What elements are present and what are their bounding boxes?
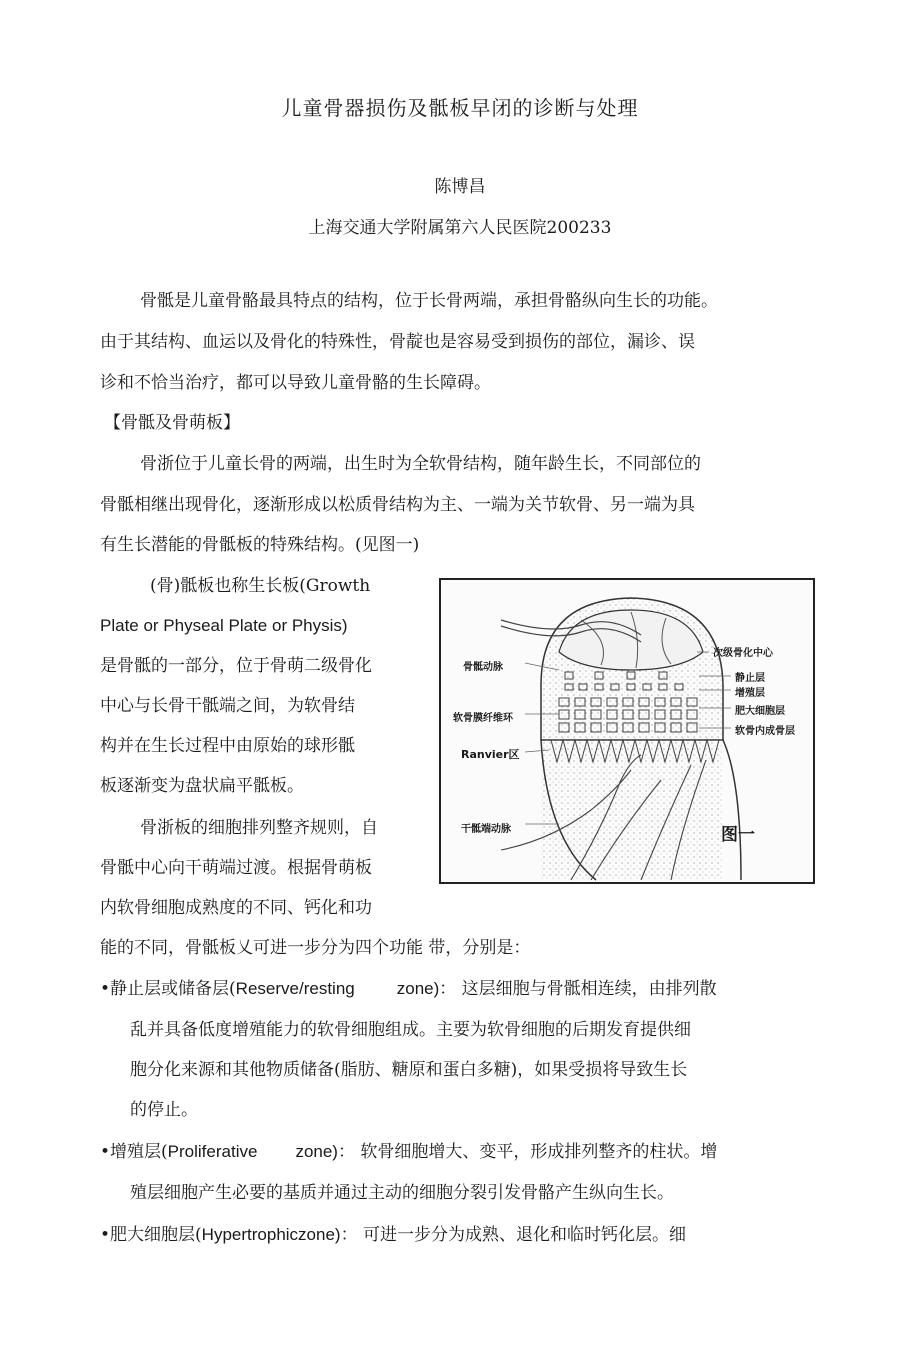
figure-label: 次级骨化中心 [713, 648, 773, 659]
paragraph-line: 板逐渐变为盘状扁平骶板。 [100, 776, 304, 796]
section-heading: 【骨骶及骨萌板】 [104, 413, 240, 433]
affiliation: 上海交通大学附属第六人民医院200233 [308, 218, 612, 238]
intro-line: 由于其结构、血运以及骨化的特殊性，骨靛也是容易受到损伤的部位，漏诊、误 [100, 332, 695, 352]
bullet-item: •肥大细胞层(Hypertrophiczone)： 可进一步分为成熟、退化和临时钙化层。细 [100, 1225, 686, 1245]
bullet-item: •静止层或储备层(Reserve/resting zone)： 这层细胞与骨骶相连续，由排列散 [100, 979, 717, 999]
figure-label: 增殖层 [735, 688, 765, 699]
paragraph-line: 中心与长骨干骶端之间，为软骨结 [100, 696, 355, 716]
paragraph-line: 内软骨细胞成熟度的不同、钙化和功 [100, 898, 372, 918]
figure-label: 干骶端动脉 [461, 824, 511, 835]
figure-growth-plate-diagram [439, 578, 815, 884]
page-title: 儿童骨器损伤及骶板早闭的诊断与处理 [281, 96, 639, 120]
paragraph-line: Plate or Physeal Plate or Physis) [100, 616, 348, 635]
bullet-continuation: 的停止。 [130, 1100, 198, 1120]
paragraph-line: 骨浙板的细胞排列整齐规则，自 [140, 818, 378, 838]
intro-line: 骨骶是儿童骨骼最具特点的结构，位于长骨两端，承担骨骼纵向生长的功能。 [140, 291, 718, 311]
paragraph-line: 骨浙位于儿童长骨的两端，出生时为全软骨结构，随年龄生长，不同部位的 [140, 454, 701, 474]
intro-line: 诊和不恰当治疗，都可以导致儿童骨骼的生长障碍。 [100, 373, 491, 393]
author: 陈博昌 [434, 177, 486, 197]
bullet-continuation: 胞分化来源和其他物质储备(脂肪、糖原和蛋白多糖)，如果受损将导致生长 [130, 1060, 688, 1080]
paragraph-line: (骨)骶板也称生长板(Growth [150, 576, 371, 596]
paragraph-line: 骨骶相继出现骨化，逐渐形成以松质骨结构为主、一端为关节软骨、另一端为具 [100, 495, 695, 515]
bullet-continuation: 乱并具备低度增殖能力的软骨细胞组成。主要为软骨细胞的后期发育提供细 [130, 1020, 691, 1040]
figure-label: 肥大细胞层 [735, 706, 785, 717]
paragraph-line: 骨骶中心向干萌端过渡。根据骨萌板 [100, 858, 372, 878]
figure-label: Ranvier区 [461, 748, 520, 761]
paragraph-line: 有生长潜能的骨骶板的特殊结构。(见图一) [100, 535, 420, 555]
figure-label: 骨骶动脉 [463, 662, 503, 673]
bullet-continuation: 殖层细胞产生必要的基质并通过主动的细胞分裂引发骨骼产生纵向生长。 [130, 1183, 674, 1203]
paragraph-line: 构并在生长过程中由原始的球形骶 [100, 736, 355, 756]
figure-caption: 图一 [721, 825, 755, 845]
figure-label: 静止层 [735, 673, 765, 684]
bullet-item: •增殖层(Proliferative zone)： 软骨细胞增大、变平，形成排列整齐的柱状。增 [100, 1142, 718, 1162]
figure-label: 软骨膜纤维环 [453, 713, 513, 724]
paragraph-line: 是骨骶的一部分，位于骨萌二级骨化 [100, 656, 372, 676]
figure-label: 软骨内成骨层 [735, 726, 795, 737]
paragraph-line: 能的不同，骨骶板乂可进一步分为四个功能 带，分别是： [100, 938, 531, 958]
